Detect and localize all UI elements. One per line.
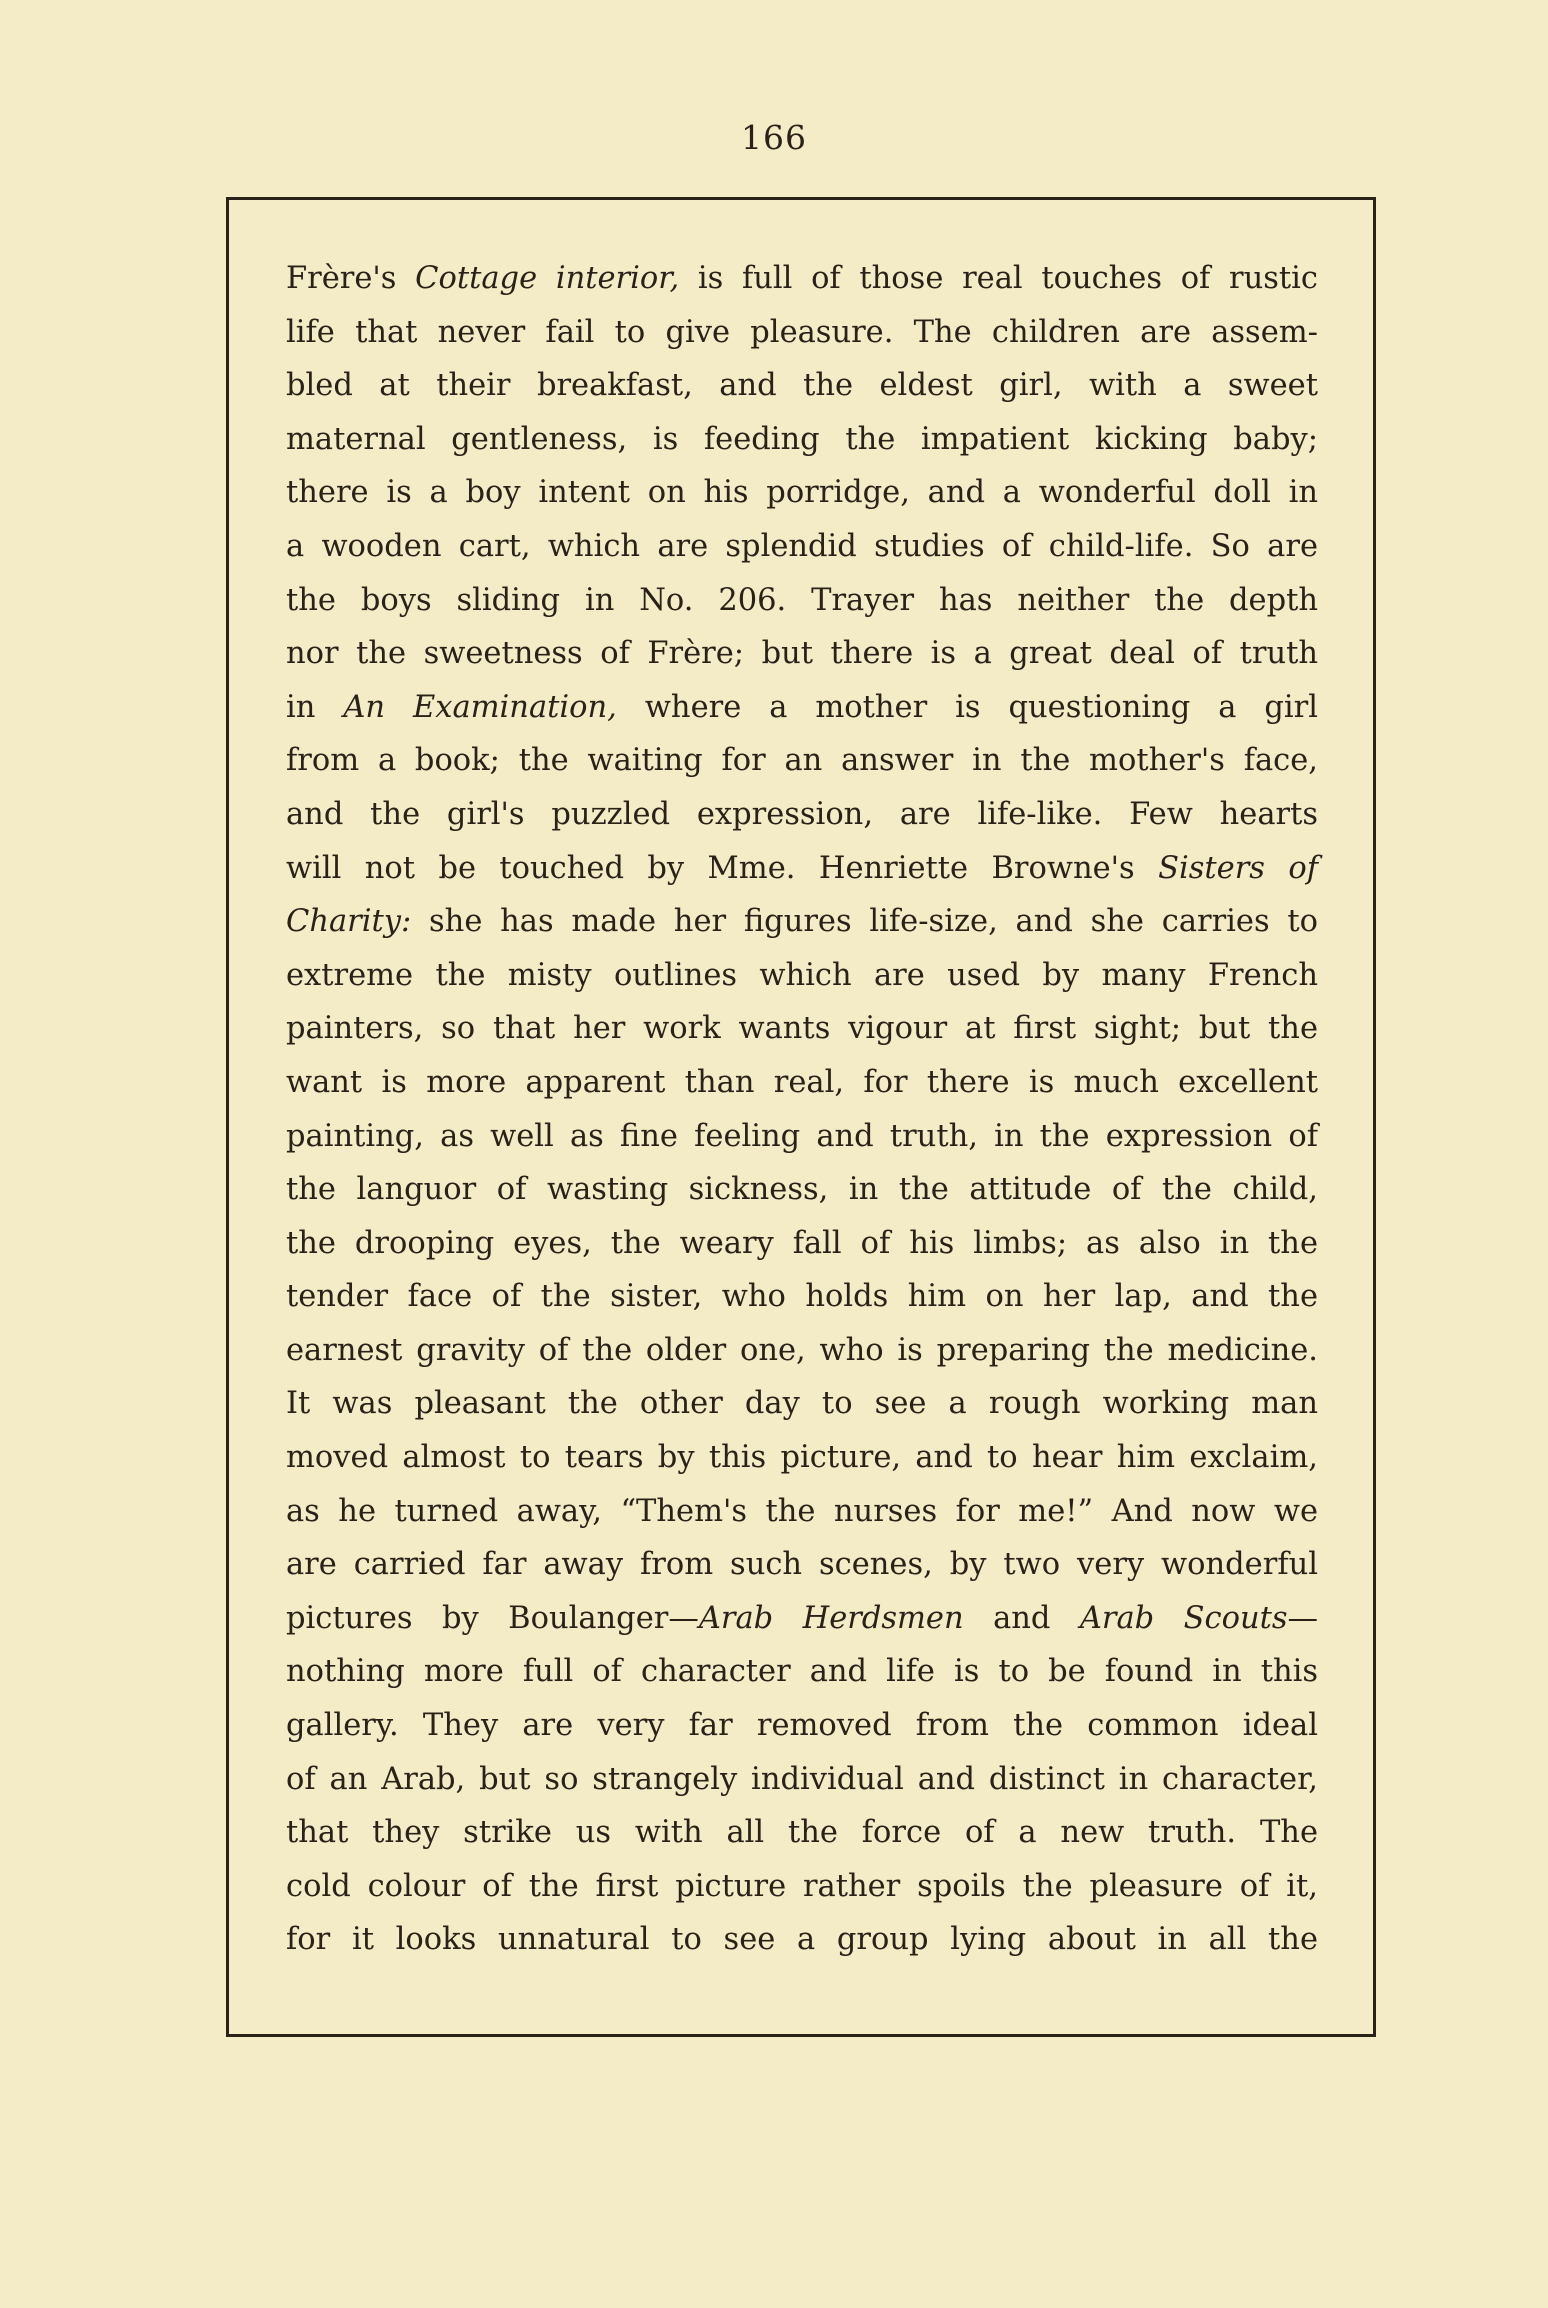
text-line [286, 1913, 1318, 1967]
text-line [286, 1806, 1318, 1860]
text-line [286, 1645, 1318, 1699]
text-line [286, 1056, 1318, 1110]
text-line [286, 949, 1318, 1003]
text-line [286, 681, 1318, 735]
italic-title-text: Arab Herdsmen [698, 1600, 964, 1636]
text-line [286, 1485, 1318, 1539]
text-segment: nothing more full of character and life is to be found in this [286, 1654, 1318, 1690]
text-segment: — [1287, 1600, 1319, 1636]
text-line [286, 734, 1318, 788]
text-line [286, 1699, 1318, 1753]
text-segment: maternal gentleness, is feeding the impatient kicking baby; [286, 421, 1318, 457]
text-segment: of an Arab, but so strangely individual and distinct in character, [286, 1761, 1318, 1797]
text-segment: for it looks unnatural to see a group lying about in all the [286, 1922, 1318, 1958]
text-segment: there is a boy intent on his porridge, and a wonderful doll in [286, 475, 1318, 511]
italic-title-text: Charity: [286, 904, 412, 940]
text-segment: nor the sweetness of Frère; but there is a great deal of truth [286, 636, 1318, 672]
italic-title-text: An Examination, [343, 689, 617, 725]
text-line [286, 1110, 1318, 1164]
text-segment: pictures by Boulanger— [286, 1600, 699, 1636]
text-segment: are carried far away from such scenes, by two very wonderful [286, 1547, 1318, 1583]
text-segment: cold colour of the first picture rather spoils the pleasure of it, [286, 1868, 1318, 1904]
italic-title-text: Cottage interior, [415, 261, 680, 296]
italic-title-text: Sisters of [1158, 850, 1318, 886]
text-line [286, 1377, 1318, 1431]
text-line [286, 1002, 1318, 1056]
text-segment: that they strike us with all the force of a new truth. The [286, 1815, 1318, 1851]
text-line [286, 1217, 1318, 1271]
text-line [286, 1860, 1318, 1914]
text-segment: she has made her figures life-size, and she carries to [411, 904, 1318, 940]
text-line [286, 1163, 1318, 1217]
text-line [286, 1592, 1318, 1646]
text-line [286, 574, 1318, 628]
text-segment: and the girl's puzzled expression, are life-like. Few hearts [286, 796, 1318, 832]
text-line [286, 1753, 1318, 1807]
text-line [286, 413, 1318, 467]
text-segment: want is more apparent than real, for there is much excellent [286, 1064, 1318, 1100]
text-line [286, 466, 1318, 520]
text-segment: tender face of the sister, who holds him on her lap, and the [286, 1279, 1318, 1315]
text-segment: gallery. They are very far removed from the common ideal [286, 1708, 1318, 1744]
text-segment: moved almost to tears by this picture, and to hear him exclaim, [286, 1440, 1318, 1476]
text-line [286, 306, 1318, 360]
text-line [286, 1324, 1318, 1378]
text-segment: is full of those real touches of rustic [679, 261, 1319, 296]
text-segment: Frère's [286, 261, 416, 296]
text-line [286, 627, 1318, 681]
text-line [286, 842, 1318, 896]
page-number: 166 [741, 118, 807, 157]
body-text [286, 252, 1318, 1967]
text-segment: the boys sliding in No. 206. Trayer has neither the depth [286, 582, 1318, 618]
text-segment: the languor of wasting sickness, in the attitude of the child, [286, 1172, 1318, 1208]
text-line [286, 1431, 1318, 1485]
text-segment: earnest gravity of the older one, who is preparing the medicine. [286, 1332, 1318, 1368]
text-segment: as he turned away, “Them's the nurses for me!” And now we [286, 1493, 1318, 1529]
text-segment: from a book; the waiting for an answer in the mother's face, [286, 743, 1318, 779]
text-segment: painters, so that her work wants vigour at first sight; but the [286, 1011, 1318, 1047]
text-line [286, 1270, 1318, 1324]
text-line [286, 359, 1318, 413]
text-segment: where a mother is questioning a girl [616, 689, 1318, 725]
text-segment: will not be touched by Mme. Henriette Browne's [286, 850, 1159, 886]
italic-title-text: Arab Scouts [1079, 1600, 1288, 1636]
text-segment: a wooden cart, which are splendid studies of child-life. So are [286, 528, 1318, 564]
text-line [286, 252, 1318, 306]
text-segment: in [286, 689, 344, 725]
text-segment: extreme the misty outlines which are used by many French [286, 957, 1318, 993]
text-line [286, 1538, 1318, 1592]
text-segment: painting, as well as fine feeling and truth, in the expression of [286, 1118, 1318, 1154]
text-segment: life that never fail to give pleasure. The children are assem- [286, 314, 1318, 350]
text-segment: bled at their breakfast, and the eldest girl, with a sweet [286, 368, 1318, 404]
text-line [286, 788, 1318, 842]
text-line [286, 520, 1318, 574]
text-segment: It was pleasant the other day to see a rough working man [286, 1386, 1318, 1422]
text-segment: and [963, 1600, 1080, 1636]
text-segment: the drooping eyes, the weary fall of his limbs; as also in the [286, 1225, 1318, 1261]
text-line [286, 895, 1318, 949]
